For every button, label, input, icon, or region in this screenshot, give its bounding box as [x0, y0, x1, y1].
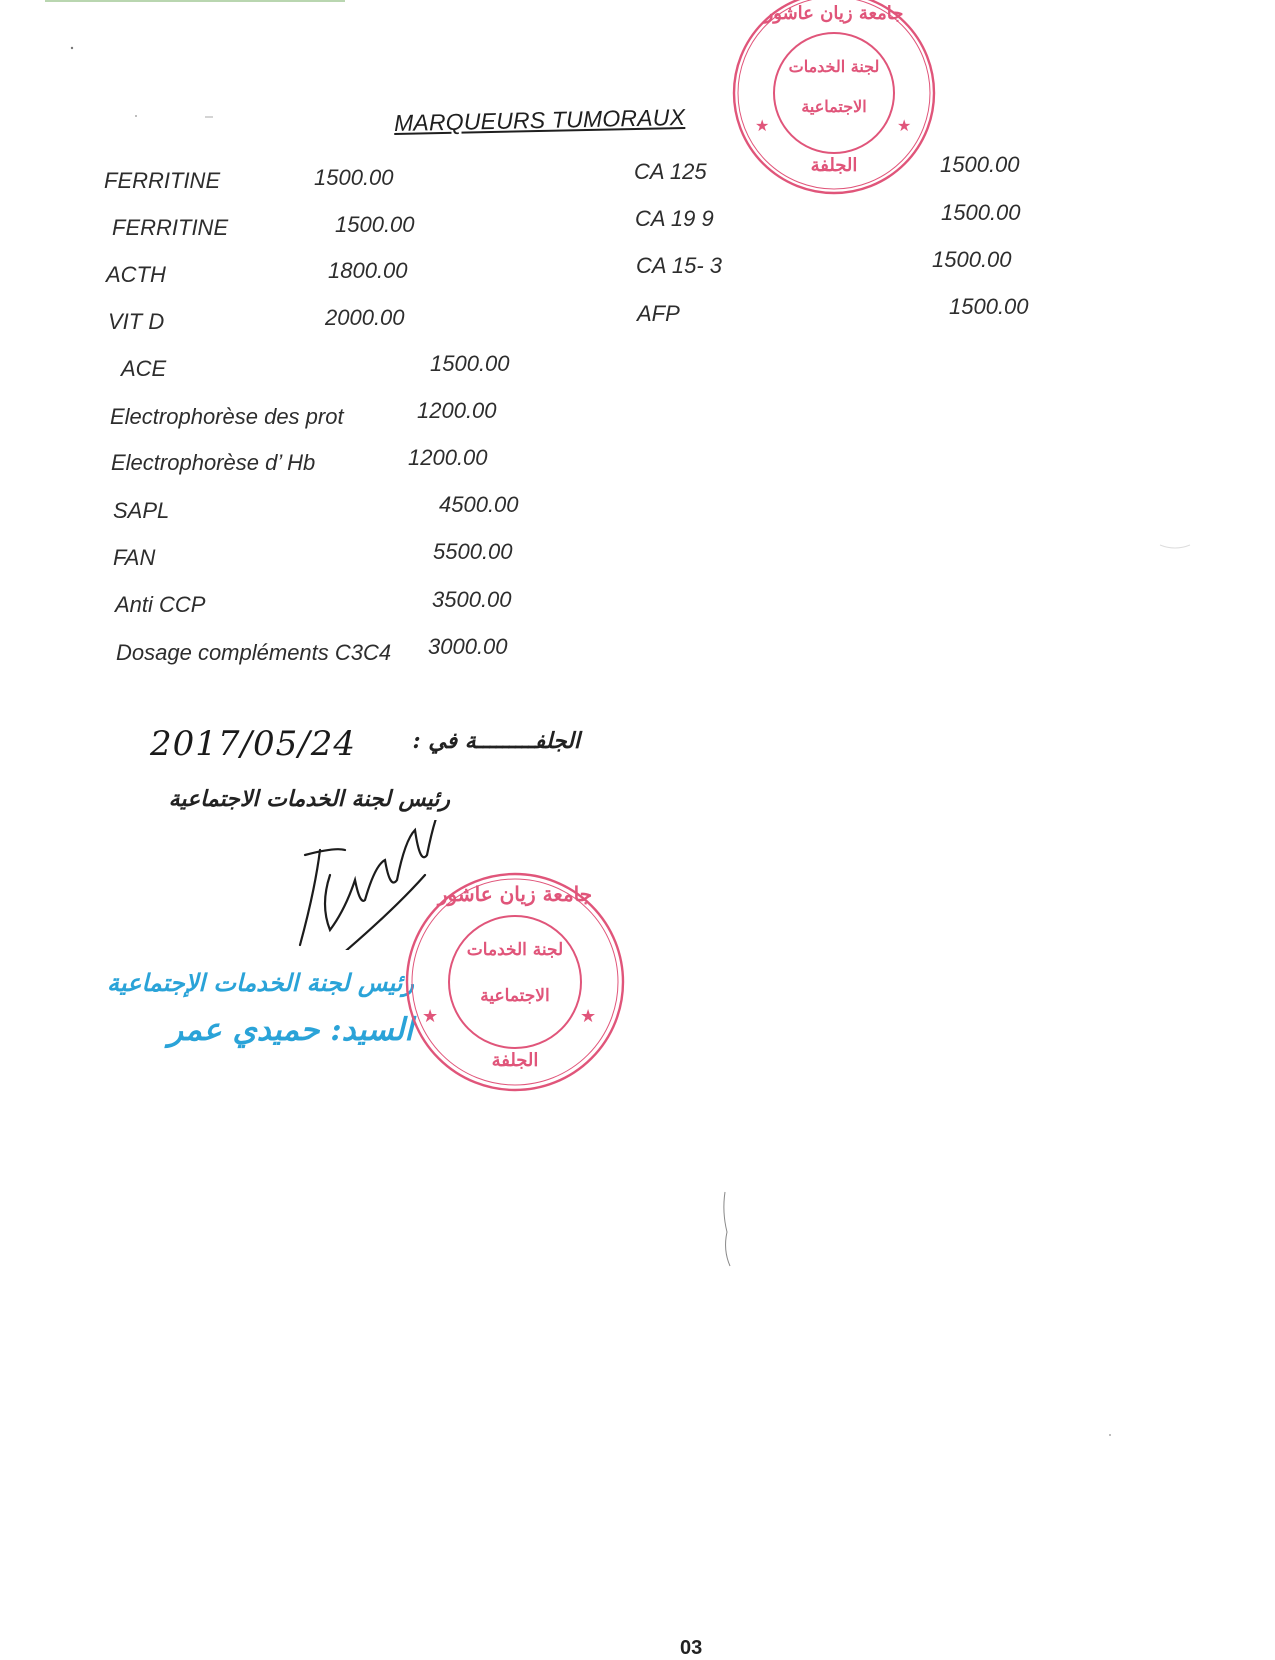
star-icon: ★	[755, 116, 770, 135]
item-price: 1500.00	[949, 294, 1029, 319]
item-price: 1200.00	[408, 445, 488, 470]
item-label: FAN	[113, 545, 156, 570]
handwritten-date: 2017/05/24	[150, 724, 356, 764]
item-label: CA 19 9	[635, 206, 714, 231]
star-icon: ★	[897, 116, 912, 135]
item-price: 5500.00	[433, 539, 513, 564]
item-price: 1500.00	[335, 212, 415, 237]
document-title: MARQUEURS TUMORAUX	[393, 103, 686, 137]
item-label: SAPL	[113, 498, 170, 523]
item-price: 2000.00	[325, 305, 405, 330]
blue-stamp-title: رئيس لجنة الخدمات الإجتماعية	[107, 968, 414, 997]
place-date-line	[150, 722, 580, 772]
page-number: 03	[680, 1637, 703, 1659]
item-price: 1500.00	[314, 165, 394, 190]
item-label: Anti CCP	[115, 592, 206, 617]
stamp-city: الجلفة	[810, 155, 858, 176]
item-label: Dosage compléments C3C4	[116, 640, 392, 665]
item-price: 1500.00	[941, 200, 1021, 225]
item-label: CA 125	[634, 159, 707, 184]
item-label: Electrophorèse des prot	[110, 404, 344, 429]
item-price: 4500.00	[439, 492, 519, 517]
stamp-inner-line1: لجنة الخدمات	[466, 940, 564, 960]
item-price: 3000.00	[428, 634, 508, 659]
item-label: AFP	[637, 301, 680, 326]
stamp-inner-line1: لجنة الخدمات	[788, 57, 880, 76]
item-label: ACE	[121, 356, 167, 381]
place-date-label: الجلفـــــــــة في :	[412, 728, 580, 754]
item-label: VIT D	[108, 309, 165, 334]
item-price: 1500.00	[932, 247, 1012, 272]
star-icon: ★	[422, 1006, 439, 1027]
blue-stamp-name: السيد: حميدي عمر	[168, 1012, 413, 1048]
item-label: ACTH	[106, 262, 166, 287]
item-price: 1200.00	[417, 398, 497, 423]
item-price: 1500.00	[940, 152, 1020, 177]
official-round-stamp	[724, 0, 944, 205]
signatory-role: رئيس لجنة الخدمات الاجتماعية	[168, 786, 450, 812]
stamp-outer-text: جامعة زيان عاشور	[437, 882, 593, 906]
stamp-outer-text: جامعة زيان عاشور	[764, 3, 904, 24]
stamp-inner-line2: الاجتماعية	[801, 97, 867, 116]
official-round-stamp	[400, 870, 630, 1095]
item-price: 1800.00	[328, 258, 408, 283]
item-label: CA 15- 3	[636, 253, 723, 278]
stamp-inner-line2: الاجتماعية	[480, 986, 550, 1006]
stamp-city: الجلفة	[491, 1050, 539, 1071]
item-label: FERRITINE	[112, 215, 229, 240]
item-label: FERRITINE	[104, 168, 221, 193]
item-price: 1500.00	[430, 351, 510, 376]
item-price: 3500.00	[432, 587, 512, 612]
item-label: Electrophorèse d’ Hb	[111, 450, 316, 475]
star-icon: ★	[580, 1006, 597, 1027]
